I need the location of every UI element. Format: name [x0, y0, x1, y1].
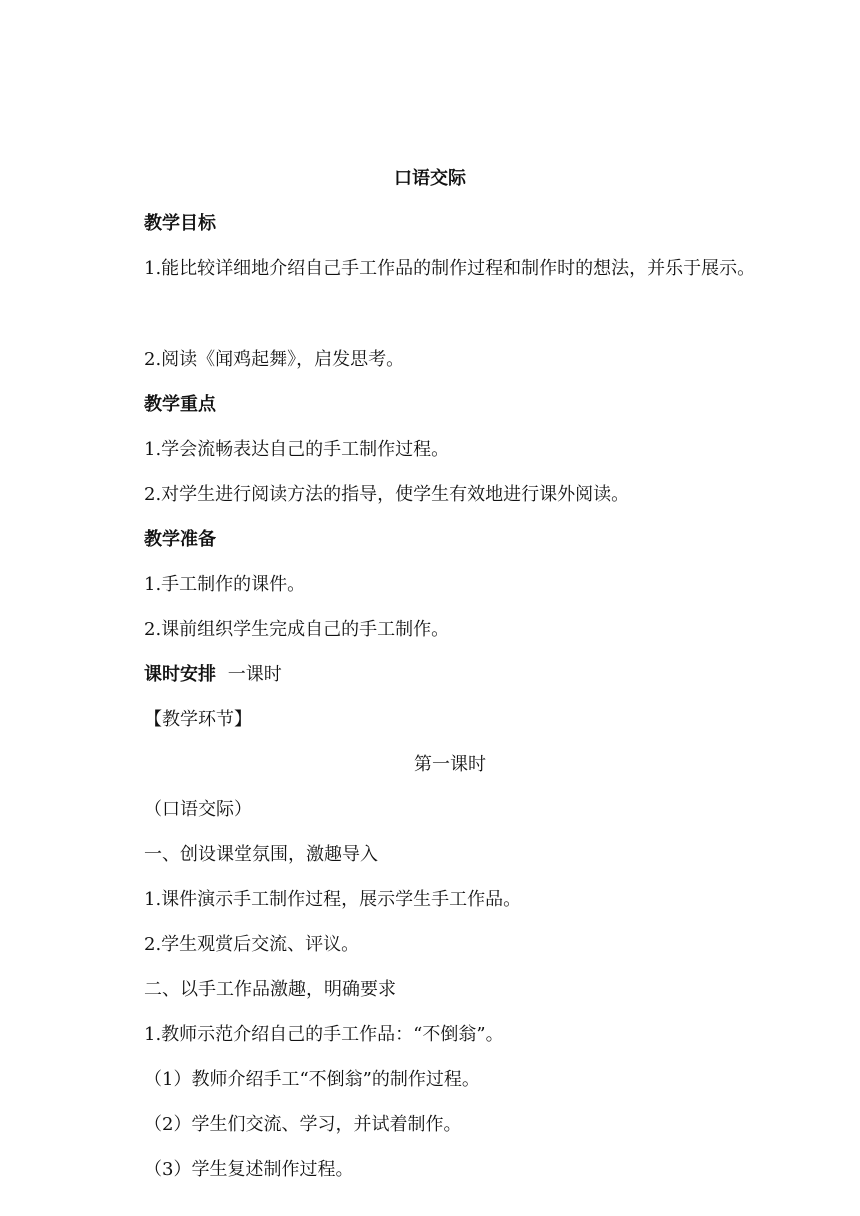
section-heading-2: 二、以手工作品激趣，明确要求 [144, 979, 396, 1000]
lesson-subtitle: （口语交际） [144, 799, 252, 820]
page-title: 口语交际 [394, 168, 466, 189]
schedule-heading: 课时安排 [144, 664, 216, 685]
section-heading-1: 一、创设课堂氛围，激趣导入 [144, 844, 378, 865]
schedule-value: 一课时 [227, 664, 282, 685]
section-2-subitem-1: （1）教师介绍手工“不倒翁”的制作过程。 [144, 1069, 480, 1090]
objective-item-1: 1.能比较详细地介绍自己手工作品的制作过程和制作时的想法，并乐于展示。 [144, 258, 756, 279]
section-2-item-1: 1.教师示范介绍自己的手工作品：“不倒翁”。 [144, 1024, 504, 1045]
preparation-item-2: 2.课前组织学生完成自己的手工制作。 [144, 619, 450, 640]
preparation-item-1: 1.手工制作的课件。 [144, 574, 306, 595]
key-points-heading: 教学重点 [144, 394, 216, 415]
key-point-item-2: 2.对学生进行阅读方法的指导，使学生有效地进行课外阅读。 [144, 484, 630, 505]
objective-item-2: 2.阅读《闻鸡起舞》，启发思考。 [144, 349, 405, 370]
section-2-subitem-3: （3）学生复述制作过程。 [144, 1159, 354, 1180]
objectives-heading: 教学目标 [144, 213, 216, 234]
section-1-item-1: 1.课件演示手工制作过程，展示学生手工作品。 [144, 889, 522, 910]
key-point-item-1: 1.学会流畅表达自己的手工制作过程。 [144, 439, 450, 460]
preparation-heading: 教学准备 [144, 529, 216, 550]
section-2-subitem-2: （2）学生们交流、学习，并试着制作。 [144, 1114, 462, 1135]
section-1-item-2: 2.学生观赏后交流、评议。 [144, 934, 360, 955]
schedule-line [144, 664, 282, 686]
process-heading: 【教学环节】 [144, 709, 252, 730]
lesson-title: 第一课时 [414, 754, 486, 775]
